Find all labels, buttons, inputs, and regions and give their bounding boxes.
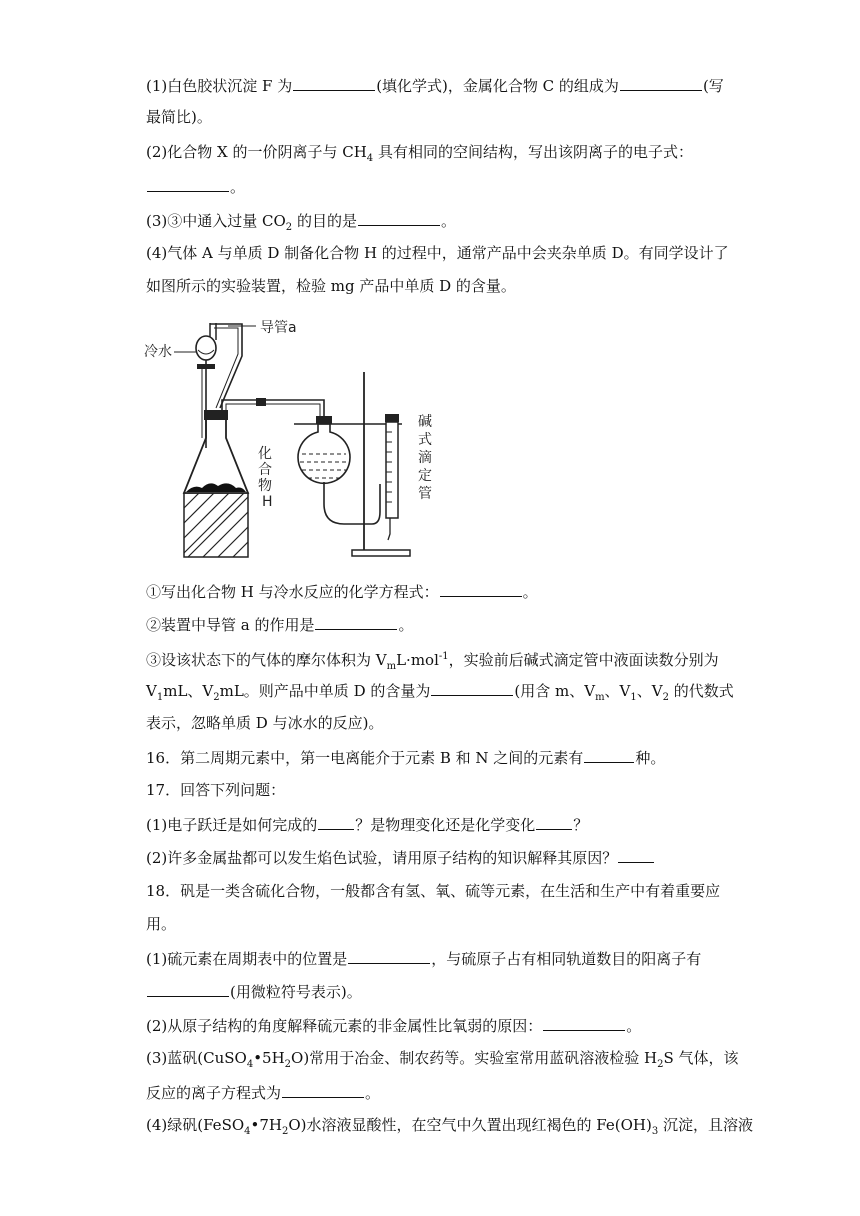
q18-part3-line1 bbox=[146, 1047, 739, 1076]
q18-line2 bbox=[146, 913, 720, 935]
text: (写 bbox=[702, 77, 724, 95]
text: ？是物理变化还是化学变化 bbox=[355, 816, 536, 834]
q18-part3-line2 bbox=[146, 1081, 720, 1104]
text: (填化学式)，金属化合物 C 的组成为 bbox=[376, 77, 619, 95]
answer-blank[interactable] bbox=[293, 74, 375, 91]
burette-top bbox=[385, 414, 399, 422]
q15-part1-line1 bbox=[146, 74, 724, 97]
text: 。 bbox=[522, 583, 538, 601]
answer-blank[interactable] bbox=[147, 980, 229, 997]
answer-blank[interactable] bbox=[431, 679, 513, 696]
q15-sub1 bbox=[146, 580, 720, 603]
svg-text:滴: 滴 bbox=[418, 450, 432, 466]
q17-part2 bbox=[146, 846, 720, 869]
text: V bbox=[146, 682, 157, 700]
text: 沉淀，且溶液 bbox=[658, 1116, 753, 1134]
answer-blank[interactable] bbox=[358, 209, 440, 226]
text: •7H bbox=[250, 1116, 282, 1134]
answer-blank[interactable] bbox=[620, 74, 702, 91]
text: ①写出化合物 H 与冷水反应的化学方程式： bbox=[146, 583, 439, 601]
text: 的目的是 bbox=[292, 212, 357, 230]
answer-blank[interactable] bbox=[318, 813, 354, 830]
text: S 气体，该 bbox=[663, 1049, 739, 1067]
text: (2)化合物 X 的一价阴离子与 CH bbox=[146, 143, 367, 161]
text: 的代数式 bbox=[668, 682, 734, 700]
q15-part3 bbox=[146, 209, 720, 239]
text: 种。 bbox=[635, 749, 666, 767]
flask-stopper bbox=[204, 410, 228, 420]
experiment-apparatus-figure bbox=[144, 308, 444, 564]
q18-part4-line1 bbox=[146, 1114, 753, 1143]
q15-part1-line2 bbox=[146, 106, 720, 128]
label-tube-a: 导管a bbox=[260, 320, 297, 336]
label-cold-water: 冷水 bbox=[144, 344, 172, 360]
text: ，实验前后碱式滴定管中液面读数分别为 bbox=[448, 651, 719, 669]
subscript: 1 bbox=[630, 692, 637, 703]
rubber-tubing bbox=[324, 482, 380, 524]
text: ③设该状态下的气体的摩尔体积为 V bbox=[146, 651, 387, 669]
text: 。 bbox=[398, 616, 414, 634]
svg-text:合: 合 bbox=[258, 462, 272, 478]
text: •5H bbox=[253, 1049, 285, 1067]
text: 如图所示的实验装置，检验 mg 产品中单质 D 的含量。 bbox=[146, 277, 516, 295]
q15-part4-line1 bbox=[146, 242, 729, 264]
subscript: m bbox=[595, 692, 605, 703]
q15-sub3-line3 bbox=[146, 712, 720, 734]
text: 。 bbox=[365, 1084, 381, 1102]
text: (1)硫元素在周期表中的位置是 bbox=[146, 950, 348, 968]
text: (2)许多金属盐都可以发生焰色试验，请用原子结构的知识解释其原因？ bbox=[146, 849, 618, 867]
q16 bbox=[146, 746, 720, 769]
text: 。 bbox=[440, 212, 456, 230]
alkaline-burette bbox=[386, 422, 398, 518]
text: ②装置中导管 a 的作用是 bbox=[146, 616, 315, 634]
text: (1)电子跃迁是如何完成的 bbox=[146, 816, 318, 834]
subscript: m bbox=[386, 661, 397, 672]
subscript: 4 bbox=[366, 153, 374, 164]
svg-text:式: 式 bbox=[418, 432, 432, 448]
text: (1)白色胶状沉淀 F 为 bbox=[146, 77, 293, 95]
text: (4)绿矾(FeSO bbox=[146, 1116, 245, 1134]
subscript: 2 bbox=[657, 1059, 664, 1070]
q18-line1 bbox=[146, 880, 720, 902]
superscript: -1 bbox=[438, 651, 449, 662]
q15-sub3-line2 bbox=[146, 679, 734, 709]
text: 、V bbox=[636, 682, 663, 700]
separatory-funnel-bulb bbox=[196, 336, 216, 360]
text: (3)蓝矾(CuSO bbox=[146, 1049, 247, 1067]
text: (3)③中通入过量 CO bbox=[146, 212, 286, 230]
subscript: 2 bbox=[282, 1126, 289, 1137]
text: mL。则产品中单质 D 的含量为 bbox=[219, 682, 431, 700]
answer-blank[interactable] bbox=[282, 1081, 364, 1098]
q17-title bbox=[146, 779, 720, 801]
answer-blank[interactable] bbox=[440, 580, 522, 597]
text: mL、V bbox=[163, 682, 214, 700]
text: ，与硫原子占有相同轨道数目的阳离子有 bbox=[431, 950, 702, 968]
conical-flask bbox=[184, 418, 248, 493]
connecting-tube bbox=[222, 400, 324, 418]
svg-text:管: 管 bbox=[418, 486, 432, 502]
text: (2)从原子结构的角度解释硫元素的非金属性比氧弱的原因： bbox=[146, 1017, 543, 1035]
text: (4)气体 A 与单质 D 制备化合物 H 的过程中，通常产品中会夹杂单质 D。有同学设计了 bbox=[146, 244, 729, 262]
q18-part1-line2 bbox=[146, 980, 720, 1003]
text: 17．回答下列问题： bbox=[146, 781, 286, 799]
text: L·mol bbox=[396, 651, 439, 669]
subscript: 4 bbox=[246, 1059, 254, 1070]
text: O)常用于冶金、制农药等。实验室常用蓝矾溶液检验 H bbox=[291, 1049, 658, 1067]
answer-blank[interactable] bbox=[315, 613, 397, 630]
flask-stand-block bbox=[184, 493, 248, 557]
q15-part4-line2 bbox=[146, 275, 720, 297]
answer-blank[interactable] bbox=[348, 947, 430, 964]
text: 16．第二周期元素中，第一电离能介于元素 B 和 N 之间的元素有 bbox=[146, 749, 584, 767]
text: 。 bbox=[230, 178, 246, 196]
text: 表示，忽略单质 D 与冰水的反应)。 bbox=[146, 714, 384, 732]
subscript: 2 bbox=[213, 692, 220, 703]
svg-text:定: 定 bbox=[418, 468, 432, 484]
q15-sub3-line1 bbox=[146, 646, 720, 678]
subscript: 1 bbox=[156, 692, 164, 703]
text: 具有相同的空间结构，写出该阴离子的电子式： bbox=[373, 143, 693, 161]
q17-part1 bbox=[146, 813, 720, 836]
text: (用微粒符号表示)。 bbox=[230, 983, 362, 1001]
text: 最简比)。 bbox=[146, 108, 212, 126]
subscript: 2 bbox=[284, 1059, 292, 1070]
rubber-connector bbox=[256, 398, 266, 406]
q18-part1-line1 bbox=[146, 947, 720, 970]
text: 用。 bbox=[146, 915, 177, 933]
iron-stand-base bbox=[352, 550, 410, 556]
q18-part2 bbox=[146, 1014, 720, 1037]
q15-part2-line2 bbox=[146, 175, 720, 198]
answer-blank[interactable] bbox=[147, 175, 229, 192]
label-alkaline-burette bbox=[418, 414, 432, 502]
text: 。 bbox=[626, 1017, 642, 1035]
text: (用含 m、V bbox=[514, 682, 596, 700]
svg-text:H: H bbox=[262, 494, 273, 510]
answer-blank[interactable] bbox=[543, 1014, 625, 1031]
subscript: 2 bbox=[285, 222, 293, 233]
svg-text:物: 物 bbox=[258, 478, 272, 494]
text: O)水溶液显酸性，在空气中久置出现红褐色的 Fe(OH) bbox=[288, 1116, 652, 1134]
round-flask-stopper bbox=[316, 416, 332, 424]
q15-part2-line1 bbox=[146, 141, 720, 170]
subscript: 3 bbox=[651, 1126, 659, 1137]
svg-text:碱: 碱 bbox=[418, 414, 432, 430]
text: 反应的离子方程式为 bbox=[146, 1084, 282, 1102]
text: ？ bbox=[573, 816, 589, 834]
text: 、V bbox=[604, 682, 631, 700]
text: 18．矾是一类含硫化合物，一般都含有氢、氧、硫等元素，在生活和生产中有着重要应 bbox=[146, 882, 721, 900]
answer-blank[interactable] bbox=[618, 846, 654, 863]
label-compound-h bbox=[258, 446, 273, 510]
svg-text:化: 化 bbox=[258, 446, 272, 462]
subscript: 2 bbox=[662, 692, 669, 703]
q15-sub2 bbox=[146, 613, 720, 636]
answer-blank[interactable] bbox=[536, 813, 572, 830]
subscript: 4 bbox=[244, 1126, 251, 1137]
answer-blank[interactable] bbox=[584, 746, 634, 763]
